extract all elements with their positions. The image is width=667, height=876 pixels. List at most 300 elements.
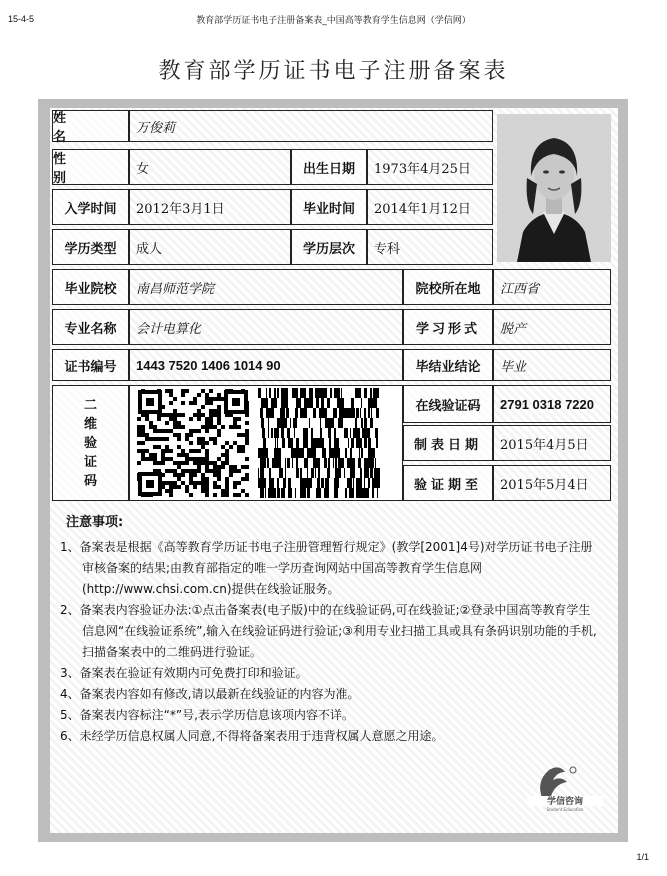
barcode-bar <box>303 488 306 498</box>
qr-module <box>245 465 249 469</box>
qr-module <box>137 461 141 465</box>
qr-module <box>177 413 181 417</box>
barcode-bar <box>268 428 269 438</box>
barcode-bar <box>373 388 374 398</box>
barcode-bar <box>348 438 349 448</box>
qr-module <box>237 481 241 485</box>
qr-module <box>245 429 249 433</box>
barcode-bar <box>290 478 291 488</box>
barcode-bar <box>296 468 299 478</box>
barcode-bar <box>364 438 366 448</box>
qr-module <box>217 393 221 397</box>
qr-module <box>153 445 157 449</box>
barcode-bar <box>364 478 365 488</box>
logo-text: 学信咨询 <box>546 797 584 807</box>
qr-module <box>201 437 205 441</box>
barcode-bar <box>281 488 283 498</box>
barcode-bar <box>368 458 371 468</box>
qr-module <box>165 489 169 493</box>
qr-module <box>201 477 205 481</box>
education-type-label: 学历类型 <box>52 229 129 265</box>
barcode-bar <box>364 458 366 468</box>
qr-module <box>149 457 153 461</box>
qr-module <box>201 485 205 489</box>
qr-module <box>217 413 221 417</box>
barcode-bar <box>298 448 301 458</box>
barcode-bar <box>374 398 377 408</box>
chsi-logo-icon <box>525 760 605 812</box>
qr-module <box>245 437 249 441</box>
document-title: 教育部学历证书电子注册备案表 <box>158 59 509 84</box>
barcode-bar <box>312 388 313 398</box>
qr-module <box>145 433 149 437</box>
certificate-number-label: 证书编号 <box>52 349 129 381</box>
qr-module <box>225 489 229 493</box>
qr-module <box>221 425 225 429</box>
barcode-bar <box>274 388 276 398</box>
barcode-bar <box>377 388 379 398</box>
barcode-bar <box>320 488 321 498</box>
qr-module <box>221 461 225 465</box>
qr-label-char: 码 <box>83 473 97 489</box>
qr-module <box>209 409 213 413</box>
qr-module <box>185 489 189 493</box>
barcode-bar <box>322 448 323 458</box>
barcode-bar <box>356 428 357 438</box>
barcode-bar <box>267 398 268 408</box>
barcode-bar <box>338 468 341 478</box>
qr-module <box>233 469 237 473</box>
barcode-bar <box>325 418 328 428</box>
qr-module <box>181 425 185 429</box>
barcode-bar <box>368 448 371 458</box>
barcode-bar <box>277 458 280 468</box>
note-item: 2、备案表内容验证办法:①点击备案表(电子版)中的在线验证码,可在线验证;②登录中国高等教育学生信息网“在线验证系统”,输入在线验证码进行验证;③利用专业扫描工具或具有条码识别功能的手机,扫描备案表中的二维码进行验证。 <box>60 603 597 659</box>
graduation-conclusion-value: 毕业 <box>493 349 611 381</box>
barcode-bar <box>358 488 361 498</box>
barcode-bar <box>371 398 372 408</box>
barcode-bar <box>336 438 339 448</box>
barcode-bar <box>376 408 379 418</box>
qr-module <box>205 401 209 405</box>
qr-module <box>201 489 205 493</box>
barcode-bar <box>265 488 266 498</box>
barcode-bar <box>367 458 368 468</box>
barcode-bar <box>288 438 290 448</box>
barcode-bar <box>262 418 264 428</box>
barcode-bar <box>365 418 367 428</box>
qr-module <box>205 429 209 433</box>
barcode-bar <box>280 458 281 468</box>
barcode-bar <box>284 388 287 398</box>
qr-module <box>209 461 213 465</box>
barcode-bar <box>266 408 269 418</box>
barcode-bar <box>352 488 354 498</box>
qr-module <box>225 457 229 461</box>
qr-module <box>189 417 193 421</box>
barcode-bar <box>344 408 346 418</box>
qr-module <box>245 473 249 477</box>
barcode-bar <box>364 468 367 478</box>
qr-module <box>177 437 181 441</box>
qr-module <box>165 449 169 453</box>
barcode-bar <box>311 428 313 438</box>
barcode-bar <box>300 408 302 418</box>
qr-module <box>189 481 193 485</box>
barcode-bar <box>262 428 265 438</box>
barcode-bar <box>281 398 283 408</box>
qr-module <box>193 413 197 417</box>
qr-module <box>157 461 161 465</box>
barcode-bar <box>372 478 375 488</box>
barcode-bar <box>261 398 264 408</box>
barcode-bar <box>287 398 288 408</box>
qr-module <box>181 449 185 453</box>
barcode-bar <box>286 418 287 428</box>
qr-module <box>161 457 165 461</box>
browser-page-title: 教育部学历证书电子注册备案表_中国高等教育学生信息网（学信网） <box>196 16 471 26</box>
barcode-bar <box>300 488 302 498</box>
barcode-bar <box>260 448 262 458</box>
barcode-bar <box>281 388 283 398</box>
barcode-bar <box>287 458 290 468</box>
barcode-bar <box>326 488 328 498</box>
barcode-bar <box>263 438 265 448</box>
qr-module <box>193 429 197 433</box>
barcode-bar <box>279 448 281 458</box>
qr-module <box>241 489 245 493</box>
entry-date-value: 2012年3月1日 <box>129 189 291 225</box>
barcode-bar <box>370 388 371 398</box>
qr-module <box>153 425 157 429</box>
barcode-bar <box>271 428 273 438</box>
qr-module <box>189 429 193 433</box>
barcode-bar <box>306 428 308 438</box>
qr-module <box>217 433 221 437</box>
qr-module <box>181 393 185 397</box>
qr-module <box>193 457 197 461</box>
qr-module <box>165 429 169 433</box>
notes-title: 注意事项: <box>66 515 124 530</box>
qr-module <box>137 433 141 437</box>
qr-module <box>153 461 157 465</box>
barcode-bar <box>288 478 290 488</box>
barcode-bar <box>261 488 264 498</box>
barcode-bar <box>294 448 295 458</box>
qr-module <box>189 449 193 453</box>
qr-module <box>193 473 197 477</box>
qr-module <box>137 425 141 429</box>
qr-module <box>221 465 225 469</box>
qr-module <box>193 461 197 465</box>
qr-module <box>221 453 225 457</box>
barcode-bar <box>364 388 367 398</box>
barcode-bar <box>345 488 346 498</box>
qr-module <box>141 457 145 461</box>
barcode-bar <box>310 478 312 488</box>
qr-module <box>169 485 173 489</box>
barcode-bar <box>258 468 259 478</box>
major-label: 专业名称 <box>52 309 129 345</box>
barcode-bar <box>341 458 343 468</box>
barcode-bar <box>321 438 324 448</box>
qr-code-icon[interactable] <box>136 388 250 498</box>
barcode-bar <box>358 388 360 398</box>
qr-module <box>177 453 181 457</box>
barcode-bar <box>309 398 310 408</box>
qr-module <box>193 485 197 489</box>
barcode-bar <box>360 468 361 478</box>
qr-module <box>217 397 221 401</box>
barcode-bar <box>335 438 336 448</box>
qr-module <box>189 477 193 481</box>
barcode-bar <box>342 408 344 418</box>
qr-module <box>209 421 213 425</box>
qr-module <box>153 437 157 441</box>
barcode-bar <box>260 468 261 478</box>
barcode-bar <box>282 438 285 448</box>
barcode-bar <box>281 428 284 438</box>
qr-module <box>205 493 209 497</box>
barcode-bar <box>260 458 263 468</box>
qr-module <box>145 417 149 421</box>
barcode-bar <box>370 418 371 428</box>
qr-module <box>205 465 209 469</box>
barcode-bar <box>332 418 334 428</box>
qr-module <box>209 413 213 417</box>
barcode-bar <box>288 488 289 498</box>
barcode-bar <box>353 428 355 438</box>
qr-module <box>173 397 177 401</box>
barcode-bar <box>281 468 282 478</box>
barcode-bar <box>338 448 340 458</box>
barcode-bar <box>323 448 325 458</box>
gender-value: 女 <box>129 149 291 185</box>
barcode-bar <box>302 408 305 418</box>
qr-module <box>229 425 233 429</box>
barcode-bar <box>267 458 269 468</box>
barcode-bar <box>337 478 339 488</box>
barcode-bar <box>364 418 365 428</box>
qr-module <box>153 457 157 461</box>
barcode-bar <box>266 388 267 398</box>
barcode-bar <box>338 388 339 398</box>
barcode-bar <box>297 398 298 408</box>
barcode-bar <box>268 418 269 428</box>
qr-module <box>233 417 237 421</box>
barcode-bar <box>269 478 271 488</box>
qr-module <box>197 409 201 413</box>
barcode-bar <box>320 418 321 428</box>
qr-module <box>245 441 249 445</box>
barcode-bar <box>358 458 361 468</box>
barcode-bar <box>269 408 272 418</box>
qr-module <box>185 461 189 465</box>
barcode-bar <box>349 458 352 468</box>
barcode-bar <box>354 408 355 418</box>
barcode-bar <box>316 388 318 398</box>
qr-module <box>189 493 193 497</box>
barcode-bar <box>338 418 340 428</box>
barcode-bar <box>320 388 323 398</box>
barcode-bar <box>368 398 369 408</box>
barcode-bar <box>351 478 352 488</box>
barcode-bar <box>272 488 274 498</box>
barcode-bar <box>344 468 345 478</box>
barcode-bar <box>311 438 312 448</box>
barcode-bar <box>355 418 357 428</box>
qr-module <box>205 449 209 453</box>
qr-module <box>205 397 209 401</box>
barcode-bar <box>283 388 284 398</box>
qr-module <box>177 421 181 425</box>
qr-module <box>225 453 229 457</box>
qr-module <box>205 457 209 461</box>
qr-module <box>169 489 173 493</box>
qr-module <box>193 481 197 485</box>
qr-module <box>217 409 221 413</box>
print-date: 15-4-5 <box>8 14 35 24</box>
qr-module <box>197 413 201 417</box>
barcode-bar <box>323 388 326 398</box>
barcode-bar <box>316 488 318 498</box>
qr-module <box>201 473 205 477</box>
barcode-bar <box>347 478 348 488</box>
qr-module <box>165 457 169 461</box>
barcode-bar <box>270 468 271 478</box>
qr-module <box>173 421 177 425</box>
qr-module <box>141 425 145 429</box>
barcode-bar <box>293 418 296 428</box>
barcode-bar <box>274 448 276 458</box>
barcode-bar <box>369 408 370 418</box>
barcode-bar <box>372 398 374 408</box>
qr-module <box>201 457 205 461</box>
qr-module <box>197 461 201 465</box>
barcode-bar <box>276 448 279 458</box>
barcode-bar <box>272 398 274 408</box>
qr-module <box>201 425 205 429</box>
barcode-bar <box>367 468 369 478</box>
barcode-bar <box>351 398 352 408</box>
qr-module <box>209 389 213 393</box>
barcode-bar <box>301 388 304 398</box>
barcode-bar <box>359 448 360 458</box>
barcode-bar <box>336 408 337 418</box>
barcode-bar <box>374 468 377 478</box>
qr-module <box>185 457 189 461</box>
barcode-bar <box>290 418 291 428</box>
qr-module <box>213 473 217 477</box>
barcode-bar <box>334 428 336 438</box>
qr-module <box>177 485 181 489</box>
qr-module <box>189 441 193 445</box>
barcode-bar <box>274 398 277 408</box>
qr-module <box>193 397 197 401</box>
qr-module <box>221 489 225 493</box>
qr-module <box>213 485 217 489</box>
qr-module <box>177 465 181 469</box>
barcode-bar <box>313 458 316 468</box>
qr-label-char: 维 <box>83 416 97 432</box>
barcode-bar <box>367 488 369 498</box>
qr-module <box>165 437 169 441</box>
barcode-bar <box>260 488 261 498</box>
qr-module <box>173 481 177 485</box>
barcode-bar <box>345 428 348 438</box>
qr-module <box>173 417 177 421</box>
barcode-bar <box>324 488 325 498</box>
barcode-bar <box>326 388 327 398</box>
qr-module <box>169 449 173 453</box>
note-item: 5、备案表内容标注“*”号,表示学历信息该项内容不详。 <box>60 708 354 722</box>
barcode-bar <box>260 408 263 418</box>
barcode-bar <box>280 408 283 418</box>
barcode-bar <box>261 478 264 488</box>
qr-module <box>153 429 157 433</box>
qr-module <box>193 449 197 453</box>
qr-module <box>189 433 193 437</box>
qr-module <box>177 473 181 477</box>
qr-module <box>237 425 241 429</box>
barcode-bar <box>325 488 326 498</box>
barcode-bar <box>264 478 266 488</box>
qr-module <box>145 437 149 441</box>
qr-module <box>225 493 229 497</box>
qr-module <box>221 445 225 449</box>
barcode-bar <box>360 438 361 448</box>
barcode-bar <box>356 408 359 418</box>
barcode-bar <box>362 428 363 438</box>
qr-module <box>217 477 221 481</box>
barcode-bar <box>283 488 285 498</box>
barcode-bar <box>371 418 373 428</box>
barcode-bar <box>371 388 372 398</box>
study-form-label: 学习形式 <box>403 309 493 345</box>
barcode-bar <box>373 458 374 468</box>
barcode-bar <box>371 458 373 468</box>
student-photo <box>497 114 611 262</box>
barcode-bar <box>261 468 264 478</box>
qr-module <box>173 473 177 477</box>
barcode-bar <box>290 438 293 448</box>
qr-module <box>189 401 193 405</box>
qr-module <box>205 489 209 493</box>
certificate-number-value: 1443 7520 1406 1014 90 <box>129 349 403 381</box>
qr-module <box>209 437 213 441</box>
barcode-bar <box>359 438 360 448</box>
barcode-bar <box>377 488 378 498</box>
qr-module <box>217 429 221 433</box>
barcode-bar <box>321 478 324 488</box>
barcode-bar <box>364 408 365 418</box>
qr-module <box>209 469 213 473</box>
barcode-bar <box>319 438 321 448</box>
barcode-bar <box>374 448 375 458</box>
graduation-date-label: 毕业时间 <box>291 189 367 225</box>
qr-module <box>185 469 189 473</box>
barcode-bar <box>292 458 293 468</box>
page-number: 1/1 <box>636 852 649 862</box>
barcode-bar <box>329 438 331 448</box>
qr-module <box>205 453 209 457</box>
qr-module <box>197 429 201 433</box>
qr-module <box>165 413 169 417</box>
online-verification-code-value[interactable]: 2791 0318 7220 <box>493 385 611 423</box>
qr-module <box>157 417 161 421</box>
qr-module <box>141 449 145 453</box>
pdf417-barcode-icon[interactable] <box>256 388 380 498</box>
